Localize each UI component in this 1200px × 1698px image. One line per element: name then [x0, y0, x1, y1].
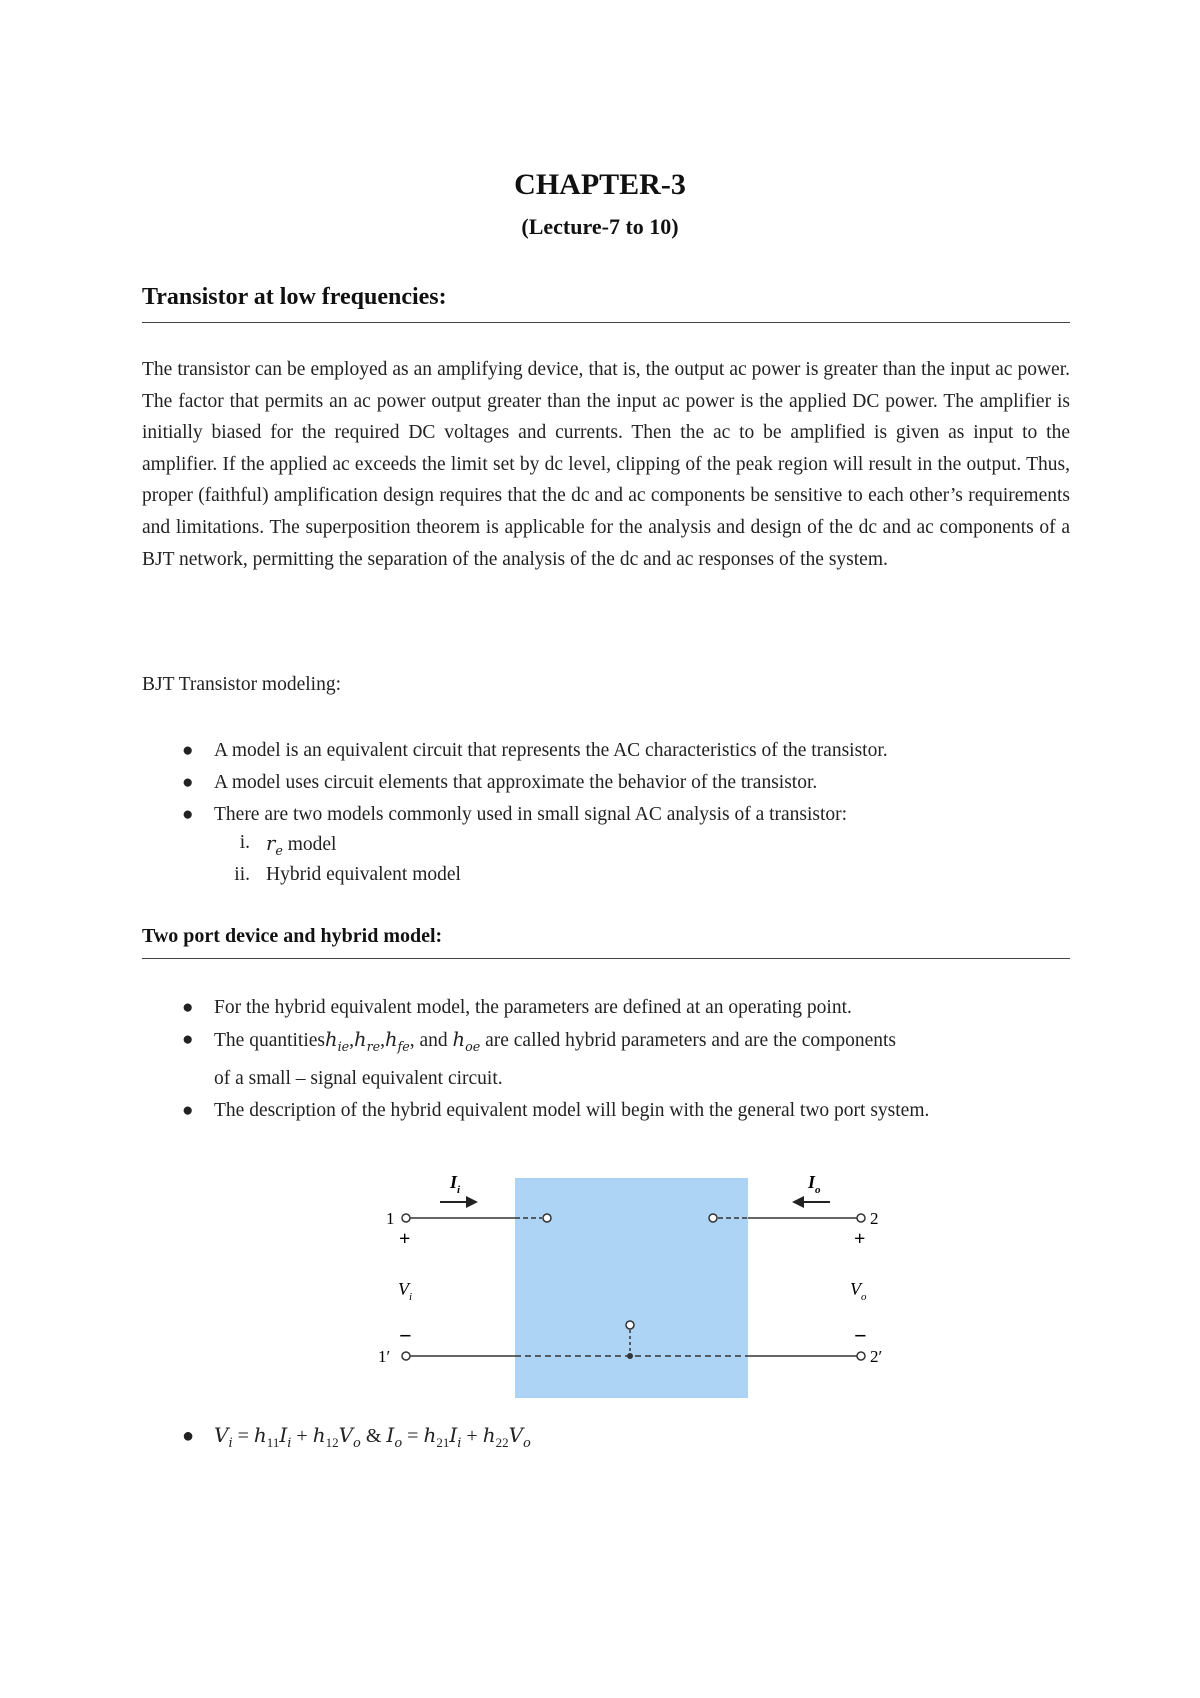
- section-heading-low-frequencies: Transistor at low frequencies:: [142, 284, 447, 310]
- bullet-icon: ●: [182, 1029, 194, 1050]
- output-voltage-label: $V_o$: [850, 1279, 867, 1303]
- hybrid-bullet-list: [142, 992, 1070, 1127]
- terminal-2p-circle: [857, 1352, 865, 1360]
- terminal-1p-circle: [402, 1352, 410, 1360]
- bullet-icon: ●: [182, 772, 194, 793]
- bullet-icon: ●: [182, 804, 194, 825]
- input-voltage-label: $V_i$: [398, 1279, 413, 1303]
- lecture-range: (Lecture-7 to 10): [521, 214, 679, 239]
- list-item: ● For the hybrid equivalent model, the parameters are defined at an operating point.: [142, 992, 1070, 1024]
- input-plus: +: [399, 1228, 411, 1250]
- output-minus: −: [854, 1323, 867, 1348]
- heading-rule: [142, 322, 1070, 323]
- terminal-1p-label: 1′: [378, 1347, 391, 1366]
- input-current-arrowhead: [466, 1196, 478, 1208]
- two-port-diagram: [360, 1160, 900, 1405]
- terminal-2-circle: [857, 1214, 865, 1222]
- heading-rule: [142, 958, 1070, 959]
- input-current-label: $I_i$: [450, 1172, 461, 1196]
- modeling-label: BJT Transistor modeling:: [142, 674, 342, 695]
- output-inner-terminal: [709, 1214, 717, 1222]
- list-item: ● A model uses circuit elements that approximate the behavior of the transistor.: [142, 767, 1070, 799]
- terminal-2p-label: 2′: [870, 1347, 883, 1366]
- common-terminal: [626, 1321, 634, 1329]
- bullet-icon: ●: [182, 997, 194, 1018]
- section-heading-two-port: Two port device and hybrid model:: [142, 925, 443, 947]
- list-item: ● A model is an equivalent circuit that represents the AC characteristics of the transistor.: [142, 735, 1070, 767]
- list-item: ● There are two models commonly used in small signal AC analysis of a transistor:: [142, 799, 1070, 831]
- document-page: CHAPTER-3 (Lecture-7 to 10) Transistor at low frequencies: The transistor can be employed as an amplifying device, that is, the output ac power is greater than the input ac power. The factor that permits an ac power output greater than the input ac power is the applied DC power. The amplifier is initially biased for the required DC voltages and currents. Then the ac to be amplified is given as input to the amplifier. If the applied ac exceeds the limit set by dc level, clipping of the peak region will result in the output. Thus, proper (faithful) amplification design requires that the dc and ac components be sensitive to each other’s requirements and limitations. The superposition theorem is applicable for the analysis and design of the dc and ac components of a BJT network, permitting the separation of the analysis of the dc and ac responses of the system. BJT Transistor modeling: ● A model is an equivalent circuit that represents the AC characteristics of the transistor. ● A model uses circuit elements that approximate the behavior of the transistor. ● There are two models commonly used in small signal AC analysis of a transistor: i. $r_e$ model ii. Hybrid equivalent model Two port device and hybrid model: ● For the hybrid equivalent model, the parameters are defined at an operating point. ● The $quantitiesh_{ie},h_{re},h_{fe}$, and $h_{oe}$ are called hybrid parameters and are the components of a small – signal equivalent circuit. ● The description of the hybrid equivalent model will begin with the general two port system. $I_i$ $I_o$ 1 1′ 2 2′ + + − − $V_i$ $V_o$ ● $V_i = h_{11}I_i + h_{12}V_o$ & $I_o = h_{21}I_i + h_{22}V_o$: [0, 0, 1200, 1698]
- input-inner-terminal: [543, 1214, 551, 1222]
- list-item: ● The $quantitiesh_{ie},h_{re},h_{fe}$, and $h_{oe}$ are called hybrid parameters and are the components of a small – signal equivalent circuit.: [142, 1024, 1070, 1095]
- intro-paragraph: The transistor can be employed as an amplifying device, that is, the output ac power is greater than the input ac power. The factor that permits an ac power output greater than the input ac power is the applied DC power. The amplifier is initially biased for the required DC voltages and currents. Then the ac to be amplified is given as input to the amplifier. If the applied ac exceeds the limit set by dc level, clipping of the peak region will result in the output. Thus, proper (faithful) amplification design requires that the dc and ac components be sensitive to each other’s requirements and limitations. The superposition theorem is applicable for the analysis and design of the dc and ac components of a BJT network, permitting the separation of the analysis of the dc and ac responses of the system.: [142, 359, 1070, 570]
- terminal-2-label: 2: [870, 1209, 879, 1228]
- chapter-title: CHAPTER-3: [514, 168, 686, 201]
- list-item: ● The description of the hybrid equivalent model will begin with the general two port system.: [142, 1095, 1070, 1127]
- output-current-label: $I_o$: [808, 1172, 821, 1196]
- common-node: [627, 1353, 633, 1359]
- input-minus: −: [399, 1323, 412, 1348]
- terminal-1-circle: [402, 1214, 410, 1222]
- output-current-arrowhead: [792, 1196, 804, 1208]
- terminal-1-label: 1: [386, 1209, 395, 1228]
- modeling-bullet-list: [142, 735, 1070, 831]
- two-port-box: [515, 1178, 748, 1398]
- bullet-icon: ●: [182, 740, 194, 761]
- bullet-icon: ●: [182, 1425, 195, 1447]
- bullet-icon: ●: [182, 1099, 194, 1121]
- output-plus: +: [854, 1228, 866, 1250]
